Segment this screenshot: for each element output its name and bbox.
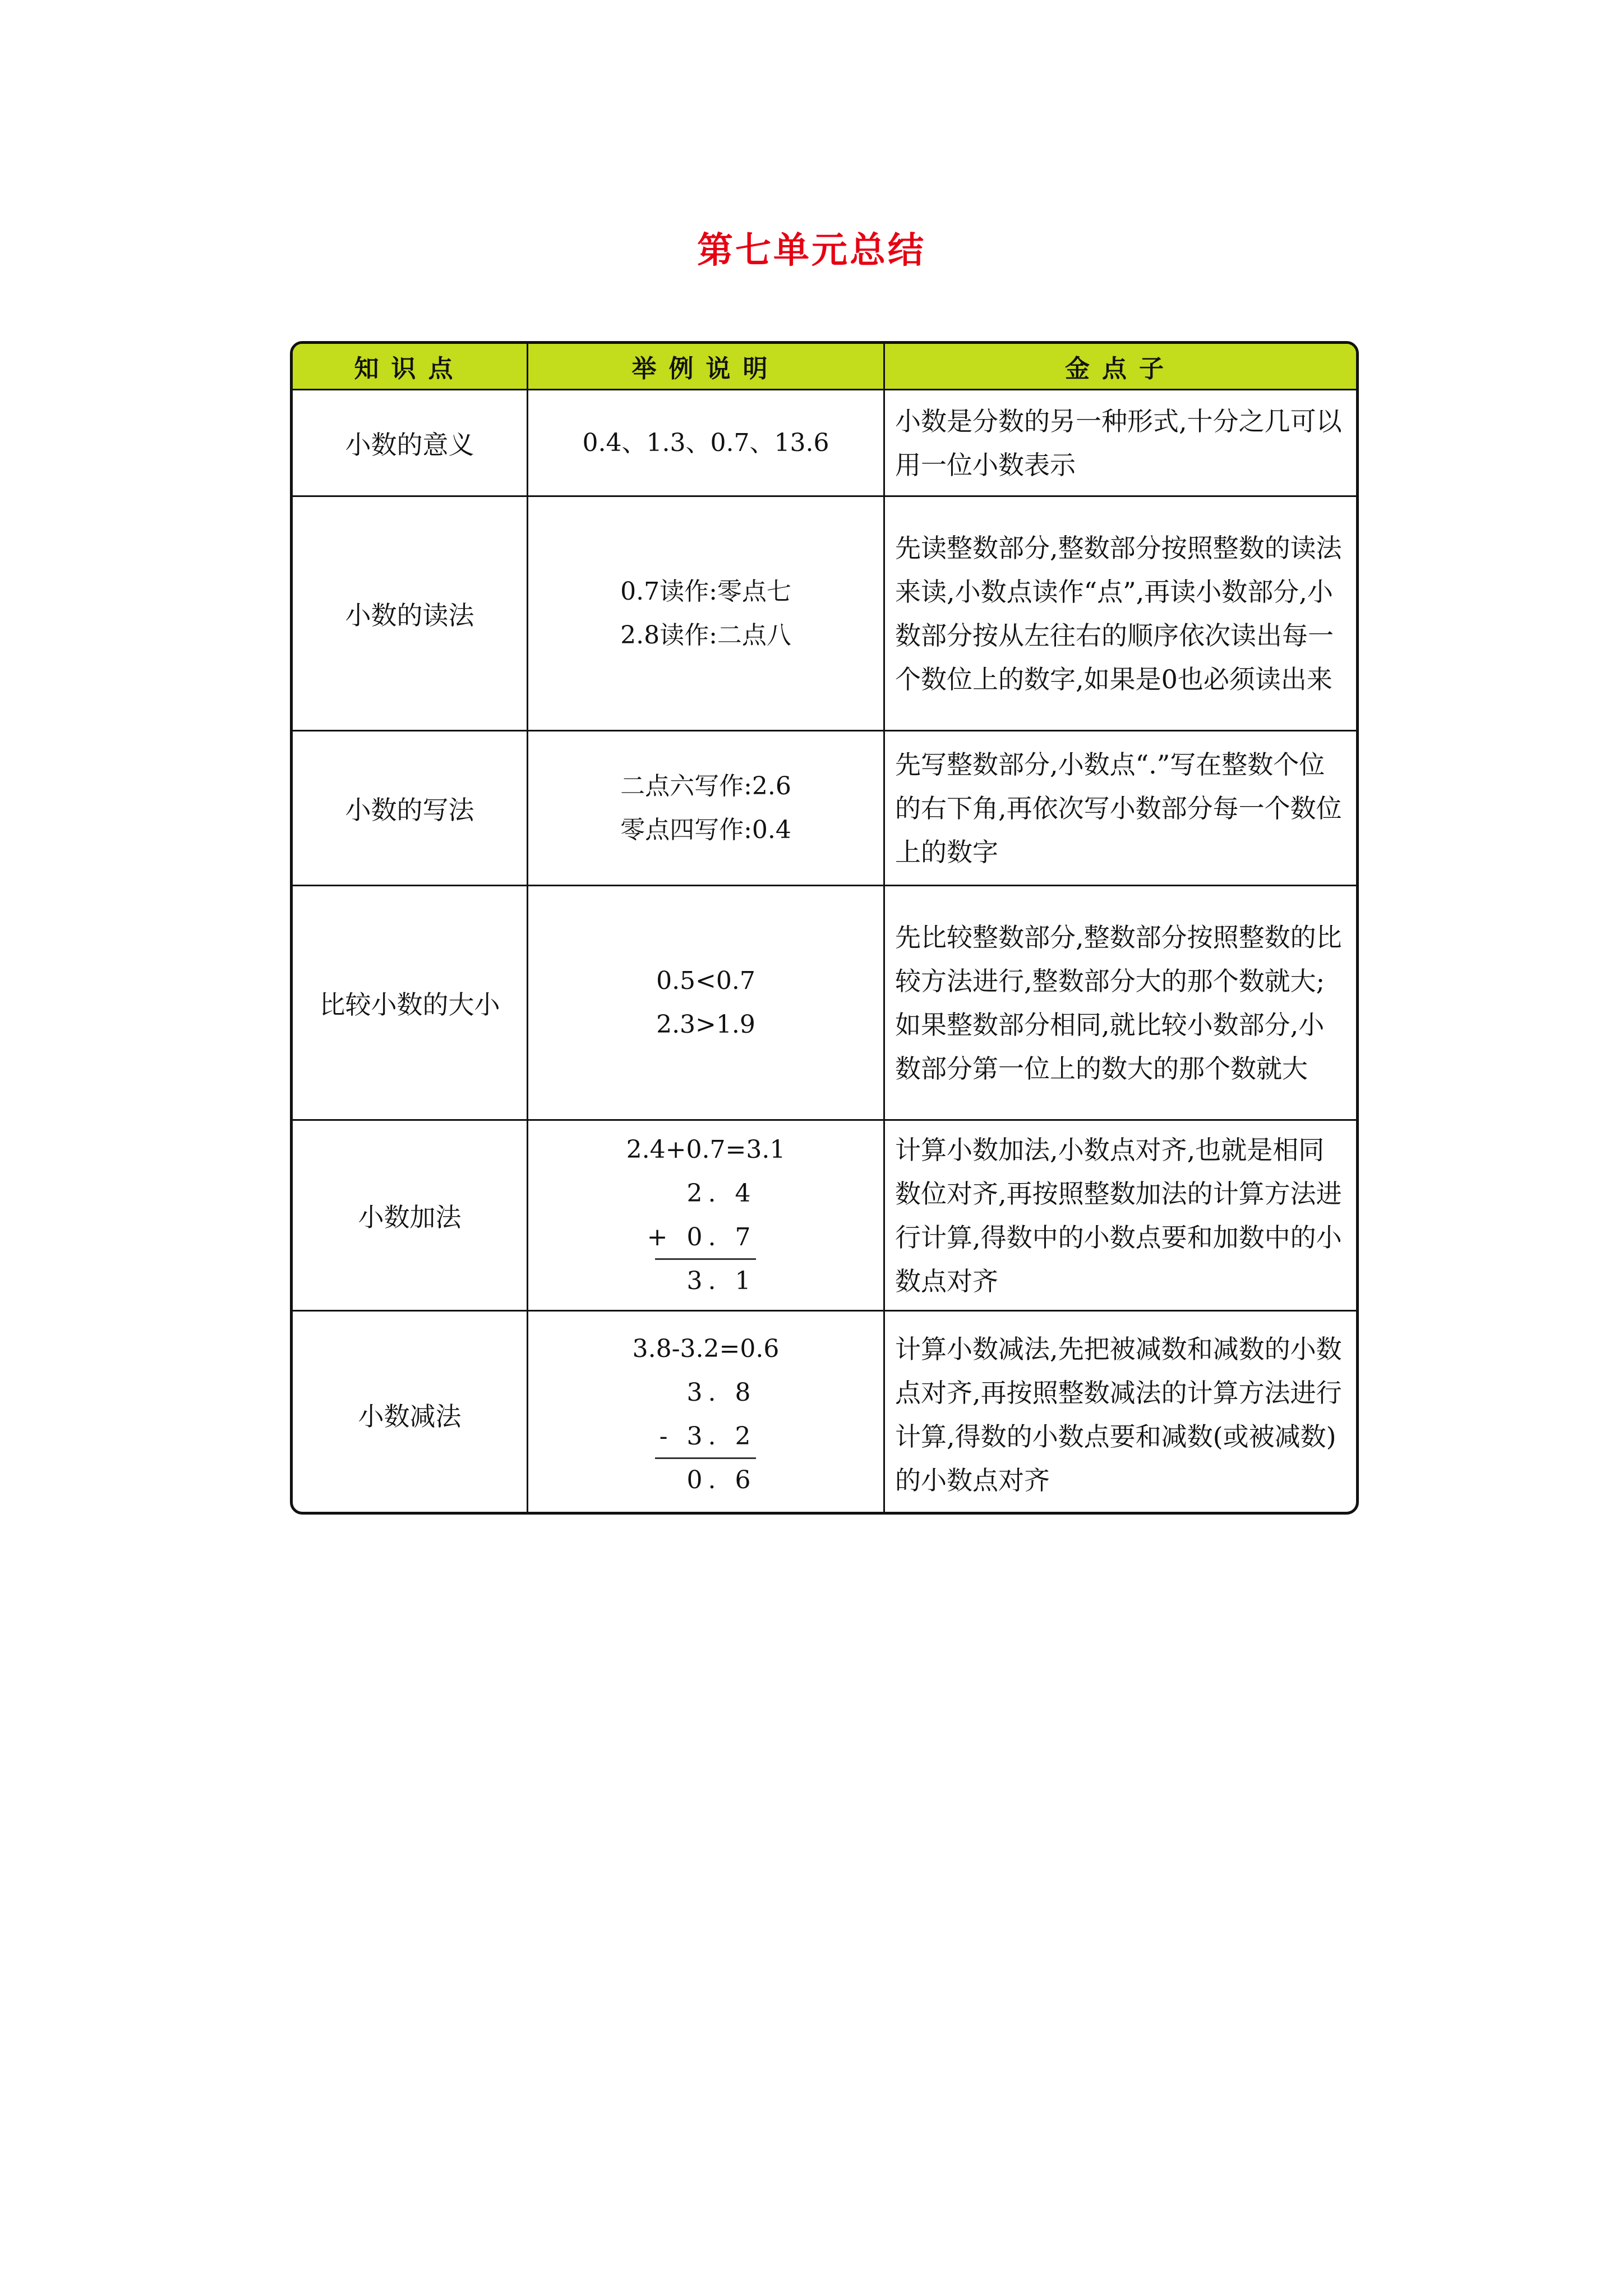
topic-cell: 小数加法 [358,1202,462,1232]
topic-cell: 小数的写法 [345,794,474,825]
tip-cell: 先比较整数部分,整数部分按照整数的比较方法进行,整数部分大的那个数就大;如果整数部分相同,就比较小数部分,小数部分第一位上的数大的那个数就大 [895,922,1342,1084]
addition-example [626,1128,786,1303]
result-line: 0. 6 [686,1465,757,1494]
header-knowledge-point: 知识点 [354,355,465,383]
tip-cell: 先写整数部分,小数点“.”写在整数个位的右下角,再依次写小数部分每一个数位上的数字 [895,749,1342,867]
subtraction-example [633,1327,780,1502]
topic-cell: 小数的读法 [345,600,474,631]
table-row [293,1310,1356,1515]
page-title: 第七单元总结 [697,229,926,272]
topic-cell: 小数的意义 [345,429,474,460]
example-cell: 0.7读作:零点七 2.8读作:二点八 [620,577,791,650]
header-example: 举例说明 [631,355,780,383]
vertical-calculation [647,1172,757,1303]
equation: 2.4+0.7=3.1 [626,1135,786,1164]
difference-line-divider [655,1457,756,1459]
example-cell: 0.5<0.7 2.3>1.9 [656,966,755,1039]
example-cell: 二点六写作:2.6 零点四写作:0.4 [620,771,791,844]
operand-line: 2. 4 [686,1179,757,1208]
summary-table [290,341,1359,1515]
operand-line: 3. 8 [686,1378,757,1407]
tip-cell: 计算小数加法,小数点对齐,也就是相同数位对齐,再按照整数加法的计算方法进行计算,得数中的小数点要和加数中的小数点对齐 [895,1134,1342,1296]
operand-line: - 3. 2 [659,1421,757,1451]
topic-cell: 比较小数的大小 [319,989,500,1020]
table-row [293,389,1356,495]
tip-cell: 计算小数减法,先把被减数和减数的小数点对齐,再按照整数减法的计算方法进行计算,得数的小数点要和减数(或被减数)的小数点对齐 [895,1333,1342,1496]
topic-cell: 小数减法 [358,1401,462,1432]
sum-line-divider [655,1258,756,1260]
table-row [293,1119,1356,1310]
vertical-calculation [655,1371,756,1502]
table-header [293,344,1356,389]
tip-cell: 先读整数部分,整数部分按照整数的读法来读,小数点读作“点”,再读小数部分,小数部分按从左往右的顺序依次读出每一个数位上的数字,如果是0也必须读出来 [895,532,1342,694]
operand-line: + 0. 7 [647,1222,757,1251]
table-row [293,495,1356,730]
table-row [293,885,1356,1119]
header-tips: 金点子 [1065,355,1176,383]
result-line: 3. 1 [686,1266,757,1295]
example-cell: 0.4、1.3、0.7、13.6 [582,428,829,457]
table-row [293,730,1356,885]
tip-cell: 小数是分数的另一种形式,十分之几可以用一位小数表示 [895,406,1342,480]
equation: 3.8-3.2=0.6 [632,1334,780,1363]
